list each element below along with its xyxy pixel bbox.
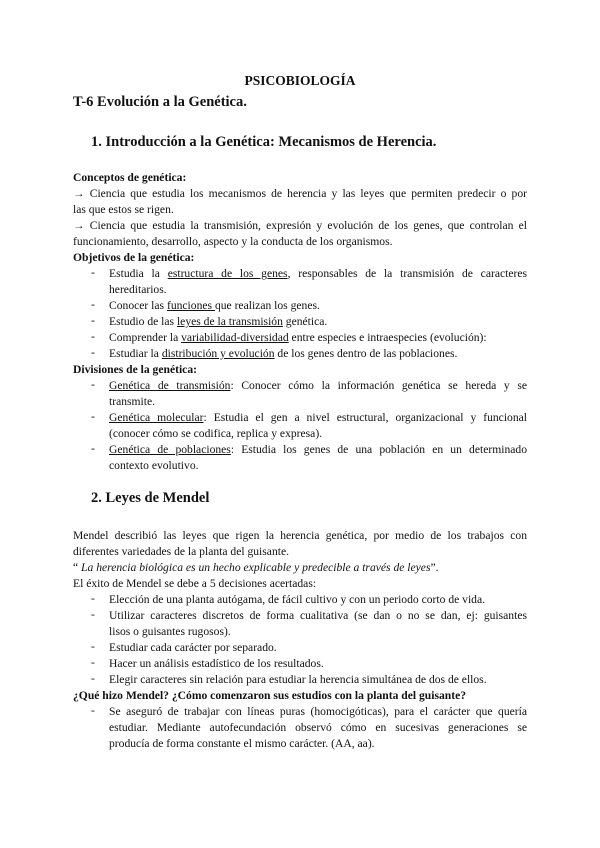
bullet-dash: - xyxy=(91,346,95,359)
bullet-dash: - xyxy=(91,672,95,685)
list-item-continuation: hereditarios. xyxy=(109,283,167,296)
list-item: Se aseguró de trabajar con líneas puras (homocigóticas), para el carácter que quería xyxy=(109,705,527,718)
concepts-line: las que estos se rigen. xyxy=(73,203,174,216)
bullet-dash: - xyxy=(91,442,95,455)
bullet-dash: - xyxy=(91,298,95,311)
concepts-label: Conceptos de genética: xyxy=(73,171,187,184)
list-item-continuation: estudiar. Mediante autofecundación observó cómo en sucesivas generaciones se xyxy=(109,721,527,734)
list-item: Estudio de las leyes de la transmisión genética. xyxy=(109,315,328,328)
list-item: Comprender la variabilidad-diversidad entre especies e intraespecies (evolución): xyxy=(109,331,487,344)
mendel-quote: “ La herencia biológica es un hecho explicable y predecible a través de leyes”. xyxy=(73,561,439,574)
bullet-dash: - xyxy=(91,314,95,327)
list-item-continuation: transmite. xyxy=(109,395,156,408)
list-item-continuation: producía de forma constante el mismo carácter. (AA, aa). xyxy=(109,737,375,750)
bullet-dash: - xyxy=(91,592,95,605)
list-item: Conocer las funciones que realizan los genes. xyxy=(109,299,320,312)
section-2-heading: 2. Leyes de Mendel xyxy=(91,490,210,506)
section-1-heading: 1. Introducción a la Genética: Mecanismos de Herencia. xyxy=(91,134,437,150)
list-item: Hacer un análisis estadístico de los resultados. xyxy=(109,657,324,670)
concepts-line: → Ciencia que estudia la transmisión, expresión y evolución de los genes, que controlan el xyxy=(73,219,527,232)
list-item: Estudiar la distribución y evolución de los genes dentro de las poblaciones. xyxy=(109,347,458,360)
list-item-continuation: contexto evolutivo. xyxy=(109,459,199,472)
list-item: Elección de una planta autógama, de fácil cultivo y con un periodo corto de vida. xyxy=(109,593,486,606)
question-heading: ¿Qué hizo Mendel? ¿Cómo comenzaron sus estudios con la planta del guisante? xyxy=(73,689,467,702)
list-item: Elegir caracteres sin relación para estudiar la herencia simultánea de dos de ellos. xyxy=(109,673,487,686)
paragraph-line: diferentes variedades de la planta del guisante. xyxy=(73,545,290,558)
bullet-dash: - xyxy=(91,330,95,343)
concepts-line: → Ciencia que estudia los mecanismos de herencia y las leyes que permiten predecir o por xyxy=(73,187,527,200)
list-item: Genética molecular: Estudia el gen a nivel estructural, organizacional y funcional xyxy=(109,411,528,424)
list-item: Utilizar caracteres discretos de forma cualitativa (se dan o no se dan, ej: guisantes xyxy=(109,609,527,622)
concepts-line: funcionamiento, desarrollo, aspecto y la conducta de los organismos. xyxy=(73,235,393,248)
list-item: Genética de transmisión: Conocer cómo la información genética se hereda y se xyxy=(109,379,527,392)
bullet-dash: - xyxy=(91,640,95,653)
objectives-label: Objetivos de la genética: xyxy=(73,251,195,264)
document-title: PSICOBIOLOGÍA xyxy=(244,73,356,88)
list-item: Genética de poblaciones: Estudia los genes de una población en un determinado xyxy=(109,443,527,456)
bullet-dash: - xyxy=(91,656,95,669)
list-item-continuation: lisos o guisantes rugosos). xyxy=(109,625,231,638)
divisions-label: Divisiones de la genética: xyxy=(73,363,197,376)
list-item: Estudia la estructura de los genes, responsables de la transmisión de caracteres xyxy=(109,267,528,280)
paragraph-line: Mendel describió las leyes que rigen la herencia genética, por medio de los trabajos con xyxy=(73,529,527,542)
bullet-dash: - xyxy=(91,266,95,279)
list-item-continuation: (conocer cómo se codifica, replica y expresa). xyxy=(109,427,323,440)
list-item: Estudiar cada carácter por separado. xyxy=(109,641,277,654)
bullet-dash: - xyxy=(91,608,95,621)
bullet-dash: - xyxy=(91,704,95,717)
bullet-dash: - xyxy=(91,410,95,423)
bullet-dash: - xyxy=(91,378,95,391)
paragraph-line: El éxito de Mendel se debe a 5 decisiones acertadas: xyxy=(73,577,317,590)
topic-heading: T-6 Evolución a la Genética. xyxy=(73,94,247,110)
